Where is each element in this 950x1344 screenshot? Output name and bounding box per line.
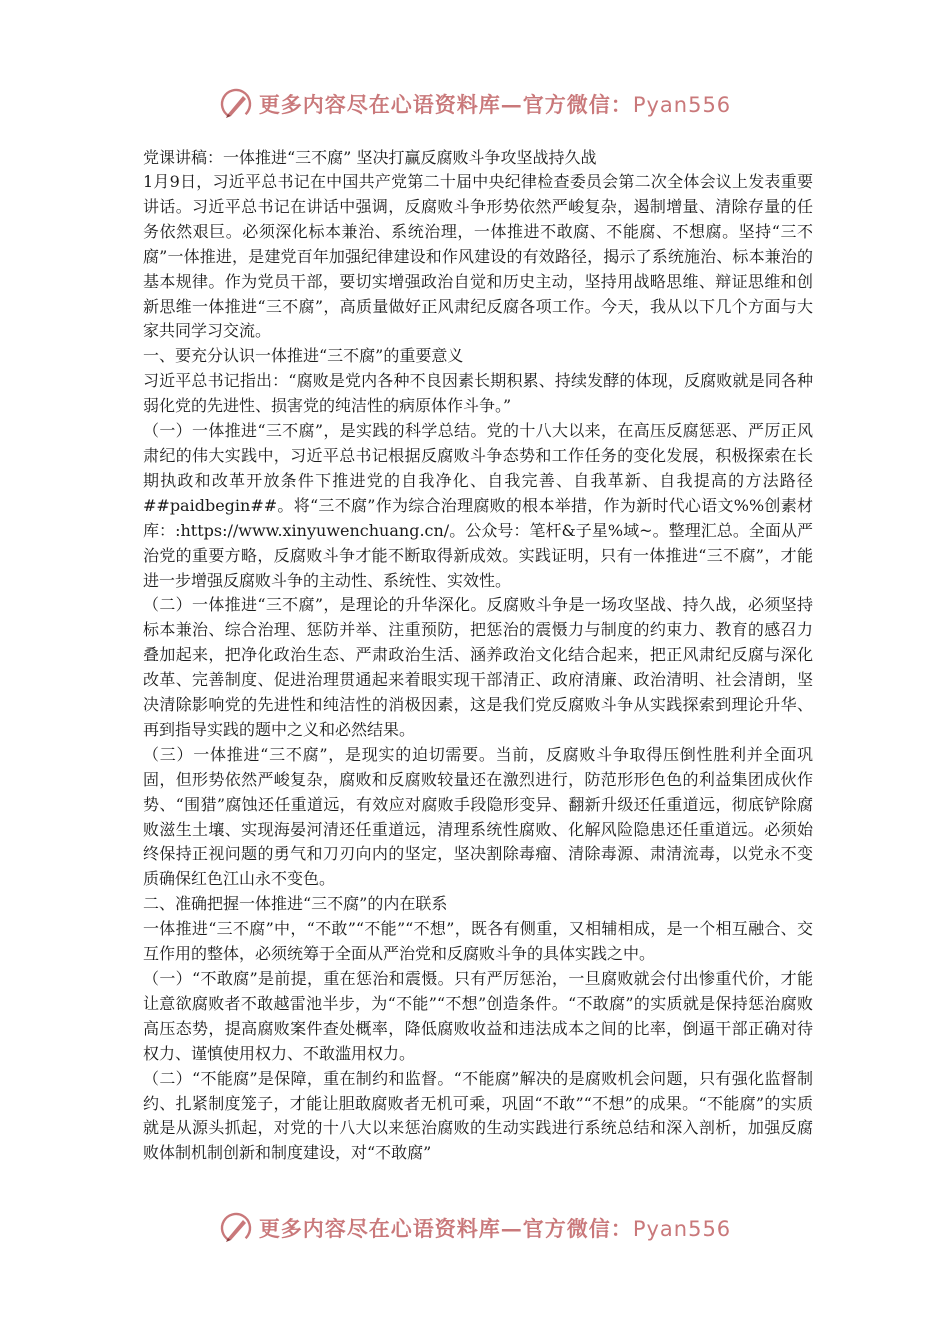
document-title: 党课讲稿：一体推进“三不腐” 坚决打赢反腐败斗争攻坚战持久战 — [143, 148, 597, 167]
paragraph-1-3: （三）一体推进“三不腐”，是现实的迫切需要。当前，反腐败斗争取得压倒性胜利并全面巩固，但形势依然严峻复杂，腐败和反腐败较量还在激烈进行，防范形形色色的利益集团成伙作势、“围猎”腐蚀还任重道远，有效应对腐败手段隐形变异、翻新升级还任重道远，彻底铲除腐败滋生土壤、实现海晏河清还任重道远，清理系统性腐败、化解风险隐患还任重道远。必须始终保持正视问题的勇气和刀刃向内的坚定，坚决割除毒瘤、清除毒源、肃清流毒，以党永不变质确保红色江山永不变色。 — [143, 744, 813, 889]
paragraph-2-2: （二）“不能腐”是保障，重在制约和监督。“不能腐”解决的是腐败机会问题，只有强化监督制约、扎紧制度笼子，才能让胆敢腐败者无机可乘，巩固“不敢”“不想”的成果。“不能腐”的实质就是从源头抓起，对党的十八大以来惩治腐败的生动实践进行系统总结和深入剖析，加强反腐败体制机制创新和制度建设，对“不敢腐” — [143, 1068, 813, 1163]
paragraph-2-1: （一）“不敢腐”是前提，重在惩治和震慑。只有严厉惩治，一旦腐败就会付出惨重代价，才能让意欲腐败者不敢越雷池半步，为“不能”“不想”创造条件。“不敢腐”的实质就是保持惩治腐败高压态势，提高腐败案件查处概率，降低腐败收益和违法成本之间的比率，倒逼干部正确对待权力、谨慎使用权力、不敢滥用权力。 — [143, 969, 813, 1063]
quote-paragraph: 习近平总书记指出：“腐败是党内各种不良因素长期积累、持续发酵的体现，反腐败就是同各种弱化党的先进性、损害党的纯洁性的病原体作斗争。” — [143, 371, 813, 416]
pen-logo-icon — [219, 1211, 253, 1245]
wechat-id: Pyan556 — [632, 93, 732, 117]
paragraph-2-intro: 一体推进“三不腐”中，“不敢”“不能”“不想”，既各有侧重，又相辅相成，是一个相互融合、交互作用的整体，必须统筹于全面从严治党和反腐败斗争的具体实践之中。 — [143, 919, 813, 964]
intro-paragraph: 1月9日，习近平总书记在中国共产党第二十届中央纪律检查委员会第二次全体会议上发表重要讲话。习近平总书记在讲话中强调，反腐败斗争形势依然严峻复杂，遏制增量、清除存量的任务依然艰巨。必须深化标本兼治、系统治理，一体推进不敢腐、不能腐、不想腐。坚持“三不腐”一体推进，是建党百年加强纪律建设和作风建设的有效路径，揭示了系统施治、标本兼治的基本规律。作为党员干部，要切实增强政治自觉和历史主动，坚持用战略思维、辩证思维和创新思维一体推进“三不腐”，高质量做好正风肃纪反腐各项工作。今天，我从以下几个方面与大家共同学习交流。 — [143, 172, 813, 341]
section-heading-2: 二、准确把握一体推进“三不腐”的内在联系 — [143, 894, 448, 914]
header-watermark-banner — [0, 84, 950, 124]
banner-text: 更多内容尽在心语资料库—官方微信：Pyan556 — [258, 1216, 732, 1241]
paragraph-1-2: （二）一体推进“三不腐”，是理论的升华深化。反腐败斗争是一场攻坚战、持久战，必须坚持标本兼治、综合治理、惩防并举、注重预防，把惩治的震慑力与制度的约束力、教育的感召力叠加起来，把净化政治生态、严肃政治生活、涵养政治文化结合起来，把正风肃纪反腐与深化改革、完善制度、促进治理贯通起来着眼实现干部清正、政府清廉、政治清明、社会清朗，坚决清除影响党的先进性和纯洁性的消极因素，这是我们党反腐败斗争从实践探索到理论升华、再到指导实践的题中之义和必然结果。 — [143, 595, 813, 739]
section-heading-1: 一、要充分认识一体推进“三不腐”的重要意义 — [143, 346, 464, 366]
pen-logo-icon — [219, 87, 253, 121]
banner-text: 更多内容尽在心语资料库—官方微信：Pyan556 — [258, 92, 732, 117]
footer-watermark-banner — [0, 1208, 950, 1248]
paragraph-1-1: （一）一体推进“三不腐”，是实践的科学总结。党的十八大以来，在高压反腐惩恶、严厉正风肃纪的伟大实践中，习近平总书记根据反腐败斗争态势和工作任务的变化发展，积极探索在长期执政和改革开放条件下推进党的自我净化、自我完善、自我革新、自我提高的方法路径##paidbegin##。将“三不腐”作为综合治理腐败的根本举措，作为新时代心语文%%创素材库：:https://www.xinyuwenchuang.cn/。公众号：笔杆&子星%域~。整理汇总。全面从严治党的重要方略，反腐败斗争才能不断取得新成效。实践证明，只有一体推进“三不腐”，才能进一步增强反腐败斗争的主动性、系统性、实效性。 — [143, 421, 813, 590]
wechat-id: Pyan556 — [632, 1217, 732, 1241]
document-body — [143, 146, 813, 1166]
